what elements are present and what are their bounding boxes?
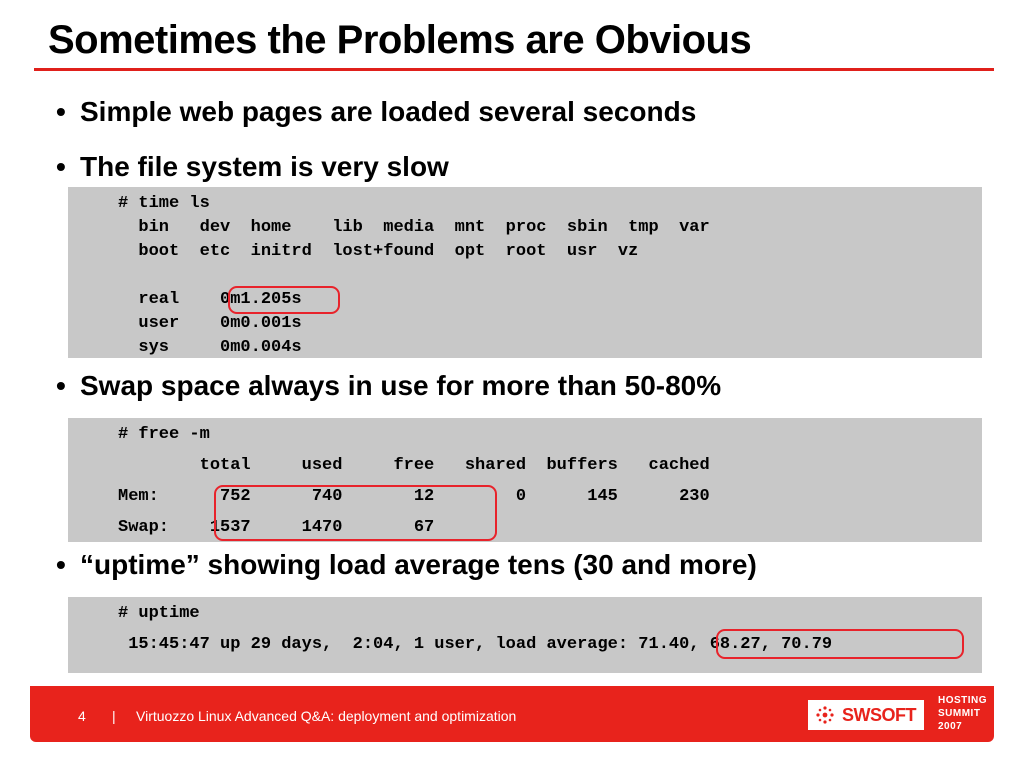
bullet-item	[56, 151, 449, 183]
bullet-item	[56, 370, 721, 402]
swsoft-logo	[808, 700, 924, 730]
bullet-item	[56, 96, 696, 128]
swsoft-star-icon	[814, 705, 836, 725]
code-line: Swap: 1537 1470 67	[118, 518, 435, 537]
title-divider	[34, 68, 994, 71]
highlight-real-time	[228, 286, 340, 314]
bullet-glyph: •	[56, 370, 66, 401]
swsoft-logo-text: SWSOFT	[842, 705, 916, 725]
code-line: user 0m0.001s	[118, 314, 302, 333]
code-block-time	[68, 187, 982, 358]
code-block-uptime	[68, 597, 982, 673]
bullet-text: “uptime” showing load average tens (30 and more)	[80, 549, 757, 580]
event-year: 2007	[938, 721, 963, 732]
highlight-load-average	[716, 629, 964, 659]
bullet-text: Swap space always in use for more than 50-80%	[80, 370, 722, 401]
slide-title: Sometimes the Problems are Obvious	[48, 18, 752, 62]
footer-caption: Virtuozzo Linux Advanced Q&A: deployment and optimization	[136, 708, 517, 724]
highlight-memory-values	[214, 485, 497, 541]
code-line: real 0m1.205s	[118, 290, 302, 309]
code-line: # uptime	[118, 604, 200, 623]
event-name-line1: HOSTING	[938, 695, 988, 706]
bullet-text: The file system is very slow	[80, 151, 449, 182]
bullet-glyph: •	[56, 151, 66, 182]
bullet-item	[56, 549, 757, 581]
code-line: 15:45:47 up 29 days, 2:04, 1 user, load average: 71.40, 68.27, 70.79	[118, 635, 833, 654]
footer-bar	[30, 686, 994, 742]
code-line: total used free shared buffers cached	[118, 456, 710, 475]
page-number: 4	[78, 708, 86, 724]
bullet-glyph: •	[56, 549, 66, 580]
code-line: # time ls	[118, 194, 210, 213]
bullet-glyph: •	[56, 96, 66, 127]
code-line: boot etc initrd lost+found opt root usr vz	[118, 242, 639, 261]
code-line: sys 0m0.004s	[118, 338, 302, 357]
event-name-line2: SUMMIT	[938, 708, 981, 719]
bullet-text: Simple web pages are loaded several seconds	[80, 96, 697, 127]
code-line: bin dev home lib media mnt proc sbin tmp var	[118, 218, 710, 237]
footer-separator: |	[112, 708, 116, 724]
code-line: Mem: 752 740 12 0 145 230	[118, 487, 710, 506]
code-block-free	[68, 418, 982, 542]
code-line: # free -m	[118, 425, 210, 444]
